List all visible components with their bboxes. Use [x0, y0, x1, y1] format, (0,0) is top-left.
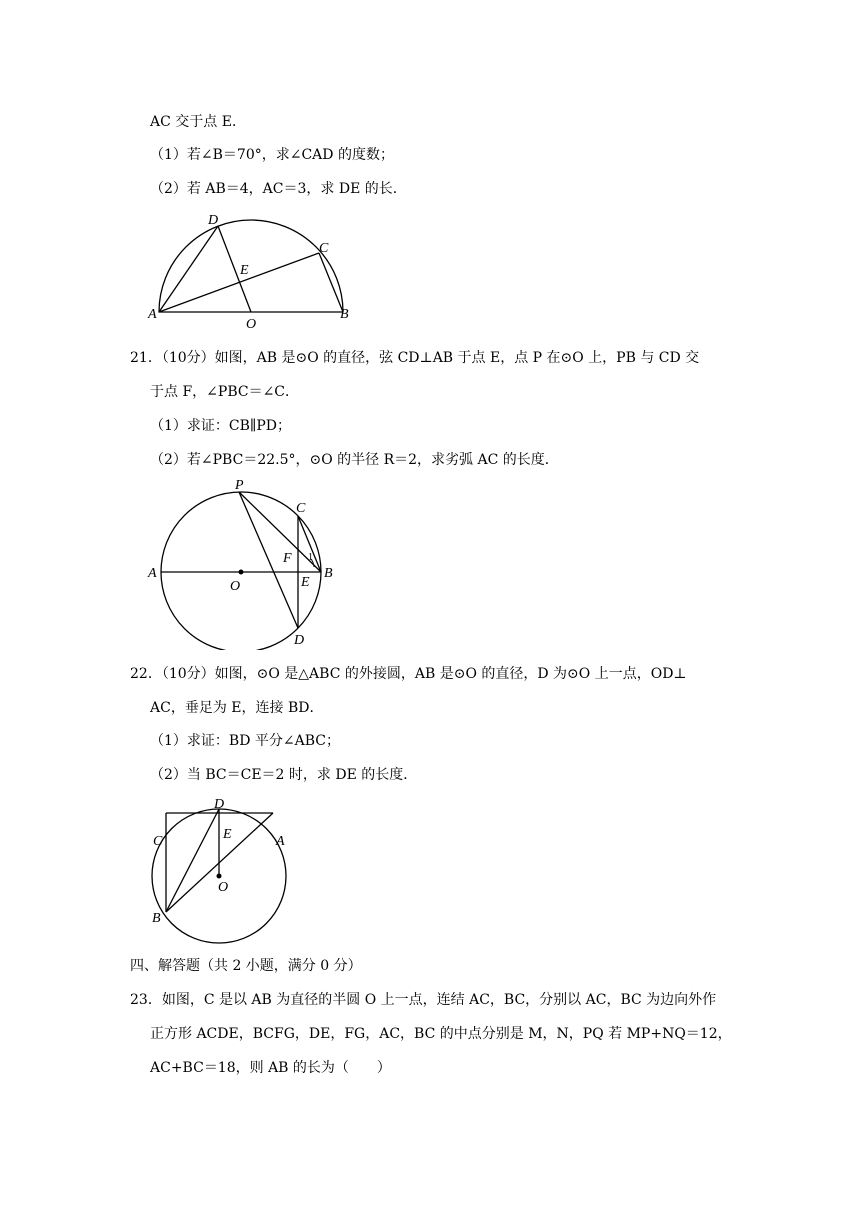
q21-label-b: B	[324, 566, 333, 581]
q21-stem-line-1: 21．（10分）如图，AB 是⊙O 的直径，弦 CD⊥AB 于点 E，点 P 在⊙O 上，PB 与 CD 交	[130, 350, 700, 366]
section-4-heading: 四、解答题（共 2 小题，满分 0 分）	[130, 958, 362, 974]
q22-circle-figure	[140, 795, 300, 945]
q22-label-e: E	[223, 827, 232, 842]
q20-label-b: B	[340, 307, 349, 322]
q21-stem-line-2: 于点 F，∠PBC＝∠C．	[150, 384, 300, 400]
q20-label-d: D	[208, 213, 219, 228]
q23-stem-line-3: AC+BC＝18，则 AB 的长为（ ）	[150, 1060, 391, 1076]
q20-part-2: （2）若 AB＝4，AC＝3，求 DE 的长．	[150, 181, 407, 197]
q20-label-o: O	[246, 317, 257, 332]
q22-label-a: A	[276, 834, 285, 849]
q20-continuation: AC 交于点 E．	[150, 114, 246, 130]
q20-part-1: （1）若∠B＝70°，求∠CAD 的度数；	[150, 147, 394, 163]
q20-label-a: A	[148, 307, 157, 322]
q21-label-c: C	[296, 501, 306, 516]
q21-label-f: F	[283, 551, 292, 566]
q21-label-d: D	[294, 633, 305, 648]
q21-label-o: O	[230, 579, 241, 594]
q21-circle-figure	[140, 474, 350, 650]
q22-label-o: O	[218, 880, 229, 895]
q21-label-e: E	[301, 575, 310, 590]
q20-label-c: C	[319, 241, 329, 256]
q22-part-2: （2）当 BC＝CE＝2 时，求 DE 的长度．	[150, 767, 418, 783]
q23-stem-line-2: 正方形 ACDE，BCFG，DE，FG，AC，BC 的中点分别是 M，N，PQ 若 MP+NQ＝12，	[150, 1026, 732, 1042]
q22-part-1: （1）求证：BD 平分∠ABC；	[150, 733, 340, 749]
q22-label-d: D	[214, 797, 225, 812]
q22-label-c: C	[153, 834, 163, 849]
q22-stem-line-2: AC，垂足为 E，连接 BD．	[150, 700, 324, 716]
q21-part-1: （1）求证：CB∥PD；	[150, 418, 292, 434]
q23-stem-line-1: 23．如图，C 是以 AB 为直径的半圆 O 上一点，连结 AC，BC，分别以 AC，BC 为边向外作	[130, 992, 717, 1008]
q21-label-a: A	[148, 566, 157, 581]
q21-part-2: （2）若∠PBC＝22.5°，⊙O 的半径 R＝2，求劣弧 AC 的长度．	[150, 452, 559, 468]
q22-stem-line-1: 22．（10分）如图，⊙O 是△ABC 的外接圆，AB 是⊙O 的直径，D 为⊙O 上一点，OD⊥	[130, 666, 687, 682]
q21-angle-label-1: 1	[308, 552, 313, 563]
q21-label-p: P	[235, 478, 244, 493]
q20-semicircle-figure	[140, 210, 370, 335]
q22-label-b: B	[152, 911, 161, 926]
q20-label-e: E	[240, 263, 249, 278]
